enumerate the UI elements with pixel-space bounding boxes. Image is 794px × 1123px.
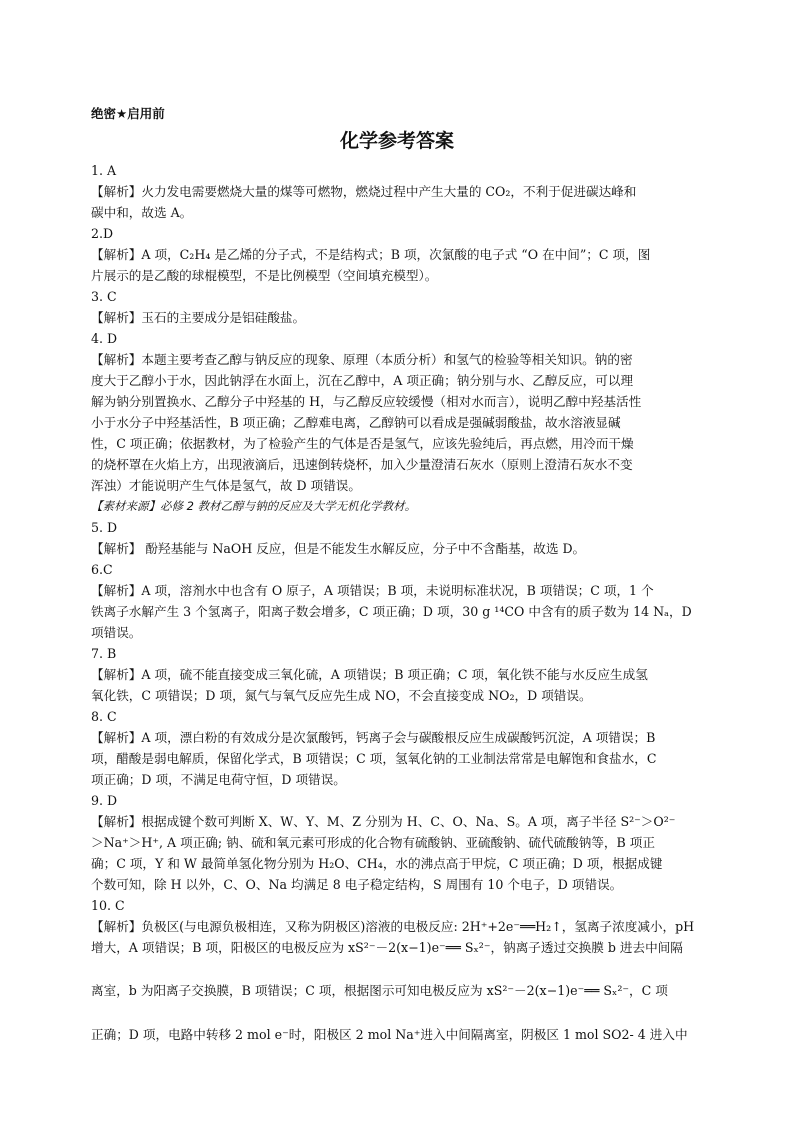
analysis-line: 【解析】A 项，C₂H₄ 是乙烯的分子式，不是结构式；B 项，次氯酸的电子式 “O 在中间”；C 项，图 — [91, 247, 651, 262]
analysis-line: 【解析】A 项，溶剂水中也含有 O 原子，A 项错误；B 项，未说明标准状况，B 项错误；C 项，1 个 — [91, 583, 654, 598]
page-title: 化学参考答案 — [339, 130, 454, 152]
analysis-line: 性，C 项正确；依据教材，为了检验产生的气体是否是氢气，应该先验纯后，再点燃，用冷而干燥 — [91, 436, 634, 451]
answer-number: 3. C — [91, 289, 117, 304]
analysis-line: 【解析】火力发电需要燃烧大量的煤等可燃物，燃烧过程中产生大量的 CO₂，不利于促进碳达峰和 — [91, 184, 637, 199]
answer-body — [91, 160, 711, 1045]
answer-number: 2.D — [91, 226, 114, 241]
material-source-line: 【素材来源】必修 2 教材乙醇与钠的反应及大学无机化学教材。 — [91, 499, 417, 513]
analysis-line: 增大，A 项错误；B 项，阳极区的电极反应为 xS²⁻－2(x−1)e⁻══ Sₓ²⁻，钠离子透过交换膜 b 进去中间隔 — [91, 940, 683, 955]
analysis-line: 【解析】负极区(与电源负极相连，又称为阴极区)溶液的电极反应: 2H⁺+2e⁻══H₂↑，氢离子浓度减小，pH — [91, 919, 695, 934]
answer-number: 6.C — [91, 562, 113, 577]
analysis-line: 离室，b 为阳离子交换膜，B 项错误；C 项，根据图示可知电极反应为 xS²⁻－2(x−1)e⁻══ Sₓ²⁻，C 项 — [91, 983, 668, 998]
analysis-line: 【解析】本题主要考查乙醇与钠反应的现象、原理（本质分析）和氢气的检验等相关知识。钠的密 — [91, 352, 633, 367]
analysis-line: 【解析】根据成键个数可判断 X、W、Y、M、Z 分别为 H、C、O、Na、S。A 项，离子半径 S²⁻＞O²⁻ — [91, 814, 676, 829]
analysis-line: 【解析】A 项，漂白粉的有效成分是次氯酸钙，钙离子会与碳酸根反应生成碳酸钙沉淀，A 项错误；B — [91, 730, 656, 745]
confidential-label: 绝密★启用前 — [91, 106, 165, 121]
analysis-line: 的烧杯罩在火焰上方，出现液滴后，迅速倒转烧杯，加入少量澄清石灰水（原则上澄清石灰水不变 — [91, 457, 633, 472]
answer-number: 8. C — [91, 709, 117, 724]
answer-number: 4. D — [91, 331, 118, 346]
analysis-line: 确；C 项，Y 和 W 最简单氢化物分别为 H₂O、CH₄，水的沸点高于甲烷，C 项正确；D 项，根据成键 — [91, 856, 663, 871]
analysis-line: 解为钠分别置换水、乙醇分子中羟基的 H，与乙醇反应较缓慢（相对水而言），说明乙醇中羟基活性 — [91, 394, 642, 409]
answer-number: 5. D — [91, 520, 118, 535]
analysis-line: 【解析】 酚羟基能与 NaOH 反应，但是不能发生水解反应，分子中不含酯基，故选 D。 — [91, 541, 586, 556]
analysis-line: 度大于乙醇小于水，因此钠浮在水面上，沉在乙醇中，A 项正确；钠分别与水、乙醇反应，可以理 — [91, 373, 634, 388]
analysis-line: 片展示的是乙酸的球棍模型，不是比例模型（空间填充模型）。 — [91, 268, 438, 283]
analysis-line: 浑浊）才能说明产生气体是氢气，故 D 项错误。 — [91, 478, 361, 493]
answer-number: 1. A — [91, 163, 117, 178]
answer-number: 7. B — [91, 646, 117, 661]
analysis-line: 项正确；D 项，不满足电荷守恒，D 项错误。 — [91, 772, 346, 787]
analysis-line: 小于水分子中羟基活性，B 项正确；乙醇难电离，乙醇钠可以看成是强碱弱酸盐，故水溶液显碱 — [91, 415, 621, 430]
analysis-line: ＞Na⁺＞H⁺, A 项正确; 钠、硫和氧元素可形成的化合物有硫酸钠、亚硫酸钠、硫代硫酸钠等，B 项正 — [91, 835, 655, 850]
analysis-line: 碳中和，故选 A。 — [91, 205, 193, 220]
analysis-line: 氧化铁，C 项错误；D 项，氮气与氧气反应先生成 NO，不会直接变成 NO₂，D 项错误。 — [91, 688, 592, 703]
analysis-line: 项，醋酸是弱电解质，保留化学式，B 项错误；C 项，氢氧化钠的工业制法常常是电解饱和食盐水，C — [91, 751, 657, 766]
answer-number: 10. C — [91, 898, 125, 913]
analysis-line: 【解析】A 项，硫不能直接变成三氧化硫，A 项错误；B 项正确；C 项，氧化铁不能与水反应生成氢 — [91, 667, 648, 682]
analysis-line: 项错误。 — [91, 625, 142, 640]
answer-number: 9. D — [91, 793, 118, 808]
analysis-line: 正确；D 项，电路中转移 2 mol e⁻时，阳极区 2 mol Na⁺进入中间隔离室，阴极区 1 mol SO2- 4 进入中 — [91, 1027, 688, 1042]
analysis-line: 个数可知，除 H 以外，C、O、Na 均满足 8 电子稳定结构，S 周围有 10 个电子，D 项错误。 — [91, 877, 623, 892]
analysis-line: 【解析】玉石的主要成分是铝硅酸盐。 — [91, 310, 306, 325]
analysis-line: 铁离子水解产生 3 个氢离子，阳离子数会增多，C 项正确；D 项，30 g ¹⁴CO 中含有的质子数为 14 Nₐ，D — [91, 604, 692, 619]
